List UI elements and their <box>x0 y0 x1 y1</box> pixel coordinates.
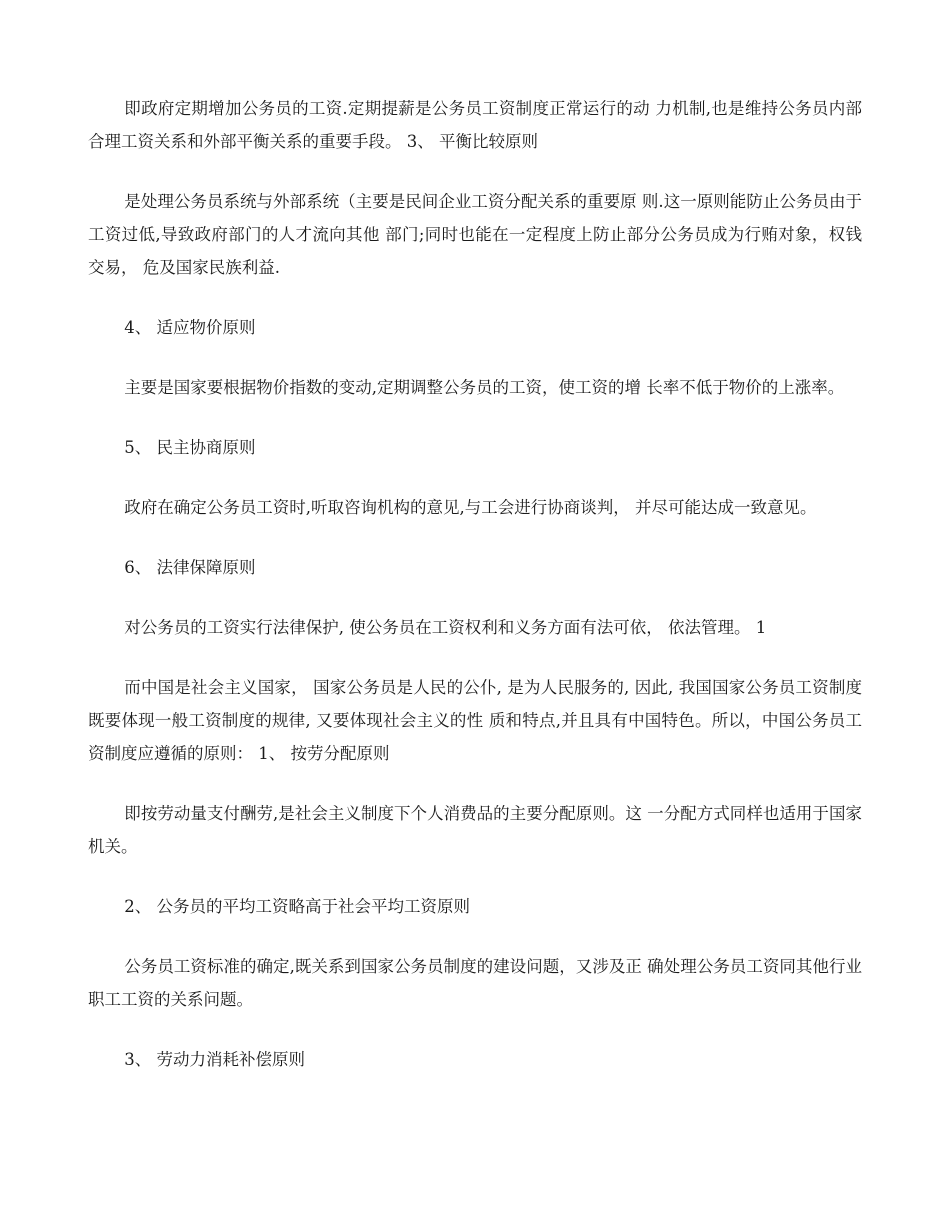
section-heading: 3、 劳动力消耗补偿原则 <box>124 1050 306 1069</box>
paragraph: 是处理公务员系统与外部系统（主要是民间企业工资分配关系的重要原 则.这一原则能防止公务员由于工资过低,导致政府部门的人才流向其他 部门;同时也能在一定程度上防止部分公务员成为行贿对象，权钱交易， 危及国家民族利益. <box>88 192 862 277</box>
paragraph: 政府在确定公务员工资时,听取咨询机构的意见,与工会进行协商谈判， 并尽可能达成一致意见。 <box>124 498 817 517</box>
paragraph: 而中国是社会主义国家， 国家公务员是人民的公仆, 是为人民服务的, 因此, 我国国家公务员工资制度既要体现一般工资制度的规律, 又要体现社会主义的性 质和特点,并且具有中国特色。所以，中国公务员工资制度应遵循的原则： 1、 按劳分配原则 <box>88 678 862 763</box>
section-heading: 2、 公务员的平均工资略高于社会平均工资原则 <box>124 897 471 916</box>
paragraph: 即政府定期增加公务员的工资.定期提薪是公务员工资制度正常运行的动 力机制,也是维持公务员内部合理工资关系和外部平衡关系的重要手段。 3、 平衡比较原则 <box>88 99 862 151</box>
paragraph: 对公务员的工资实行法律保护, 使公务员在工资权利和义务方面有法可依， 依法管理。 1 <box>124 618 767 637</box>
paragraph: 主要是国家要根据物价指数的变动,定期调整公务员的工资，使工资的增 长率不低于物价的上涨率。 <box>124 378 845 397</box>
paragraph: 公务员工资标准的确定,既关系到国家公务员制度的建设问题，又涉及正 确处理公务员工资同其他行业职工工资的关系问题。 <box>88 957 862 1009</box>
section-heading: 6、 法律保障原则 <box>124 558 256 577</box>
section-heading: 5、 民主协商原则 <box>124 438 256 457</box>
paragraph: 即按劳动量支付酬劳,是社会主义制度下个人消费品的主要分配原则。这 一分配方式同样也适用于国家机关。 <box>88 804 862 856</box>
section-heading: 4、 适应物价原则 <box>124 318 256 337</box>
